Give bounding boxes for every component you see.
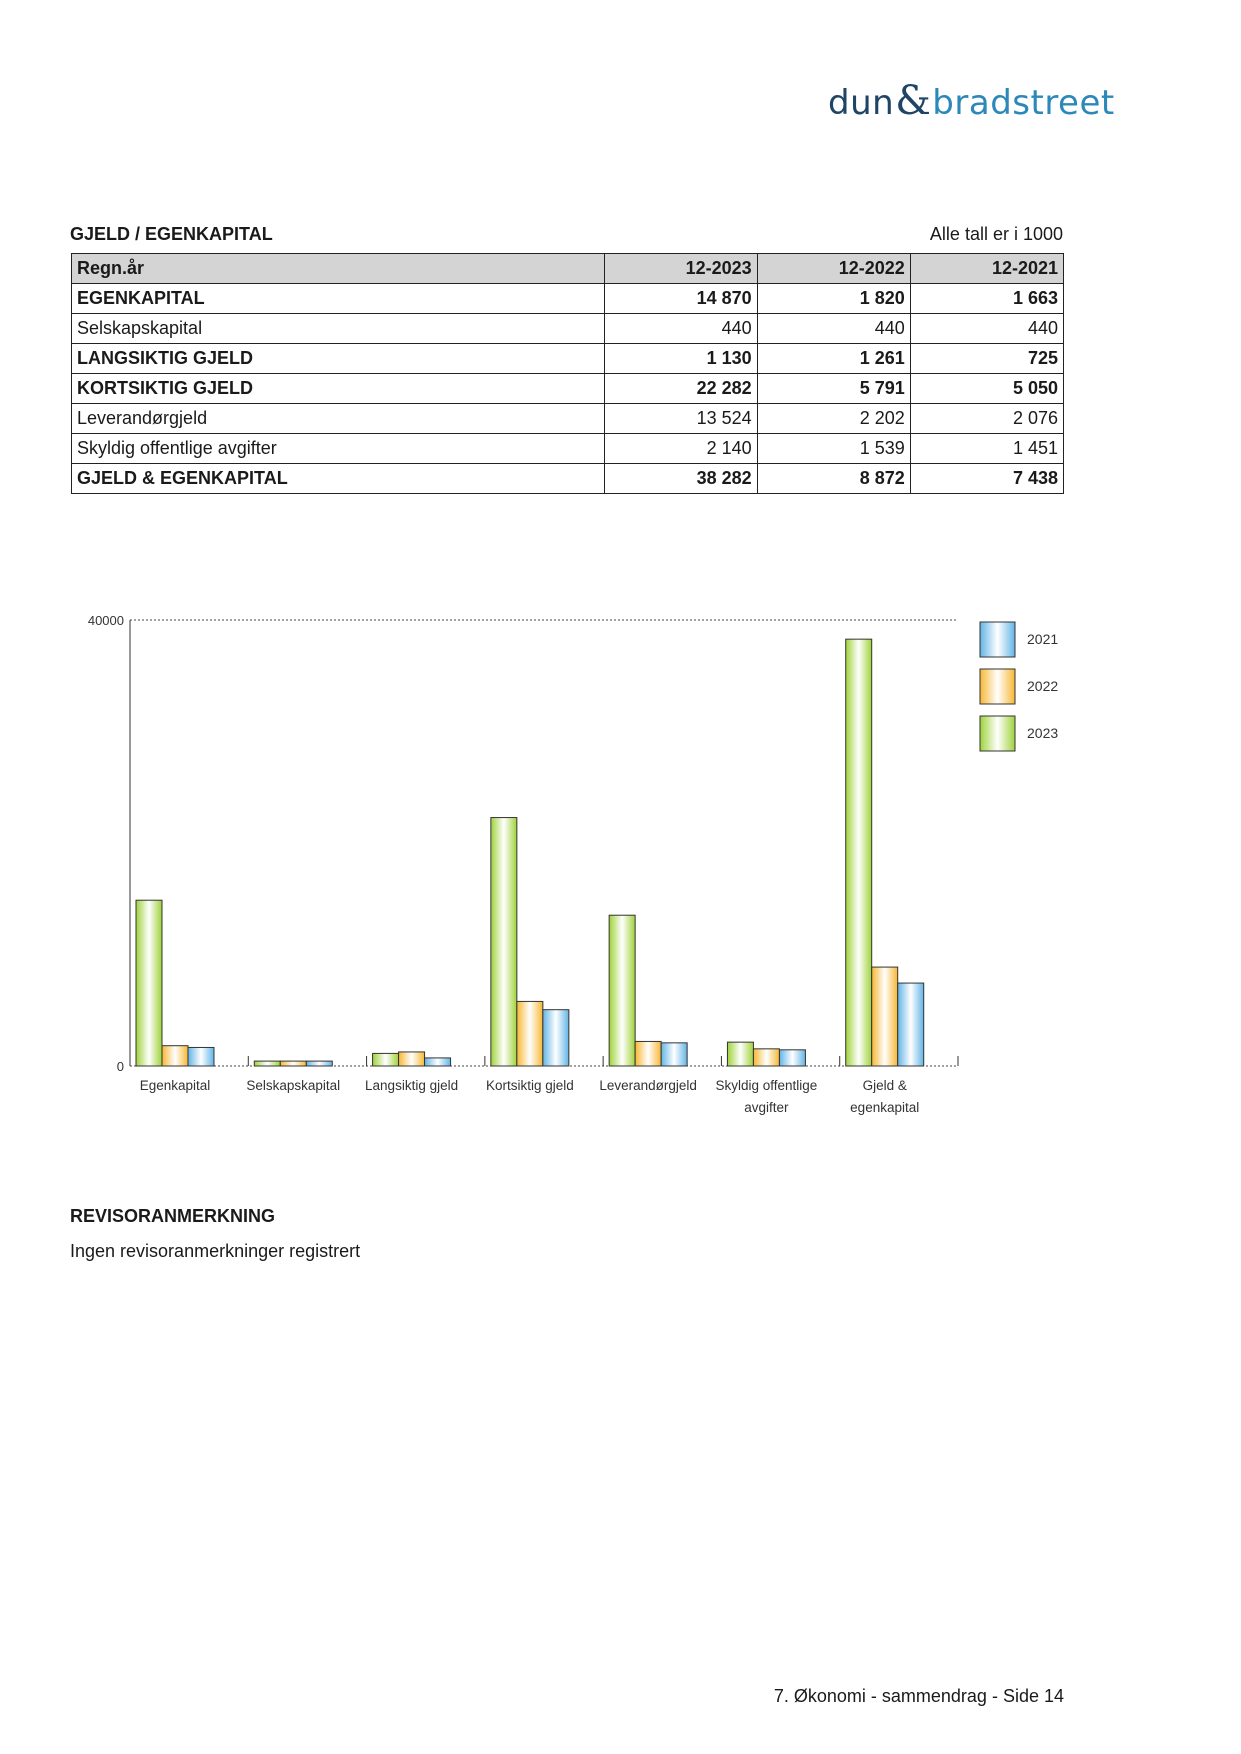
- legend-label-2021: 2021: [1027, 631, 1059, 647]
- logo-text-dun: dun: [828, 83, 895, 123]
- table-row-selskapskapital: [72, 314, 1064, 344]
- bar-2021-2: [425, 1058, 451, 1066]
- cell-2023: 13 524: [604, 404, 757, 434]
- cell-2023: 22 282: [604, 374, 757, 404]
- header-year-2022: 12-2022: [757, 254, 910, 284]
- bar-2021-6: [898, 983, 924, 1066]
- cell-2023: 14 870: [604, 284, 757, 314]
- auditor-remarks-title: REVISORANMERKNING: [70, 1206, 276, 1226]
- y-tick-label: 0: [116, 1059, 124, 1074]
- cell-2021: 5 050: [910, 374, 1063, 404]
- cell-2023: 2 140: [604, 434, 757, 464]
- row-label: LANGSIKTIG GJELD: [72, 344, 605, 374]
- bar-2022-1: [280, 1061, 306, 1066]
- debt-equity-bar-chart: [0, 600, 1100, 1120]
- legend-swatch-2022: [980, 669, 1015, 704]
- table-row-kortsiktig-gjeld: [72, 374, 1064, 404]
- cell-2022: 1 261: [757, 344, 910, 374]
- x-tick-label: Kortsiktig gjeld: [485, 1078, 574, 1093]
- table-row-langsiktig-gjeld: [72, 344, 1064, 374]
- bar-2021-3: [543, 1010, 569, 1066]
- logo-text-bradstreet: bradstreet: [932, 83, 1115, 123]
- x-tick-label: egenkapital: [850, 1100, 920, 1115]
- legend-swatch-2023: [980, 716, 1015, 751]
- cell-2021: 2 076: [910, 404, 1063, 434]
- header-year-2023: 12-2023: [604, 254, 757, 284]
- cell-2022: 2 202: [757, 404, 910, 434]
- x-tick-label: Egenkapital: [139, 1078, 211, 1093]
- bar-2022-3: [517, 1001, 543, 1066]
- cell-2021: 725: [910, 344, 1063, 374]
- bar-2023-6: [846, 639, 872, 1066]
- x-tick-label: Langsiktig gjeld: [365, 1078, 459, 1093]
- bar-2022-6: [872, 967, 898, 1066]
- cell-2021: 1 663: [910, 284, 1063, 314]
- x-tick-label: avgifter: [744, 1100, 789, 1115]
- page-footer: 7. Økonomi - sammendrag - Side 14: [773, 1686, 1064, 1706]
- cell-2022: 1 539: [757, 434, 910, 464]
- cell-2023: 38 282: [604, 464, 757, 494]
- bar-2021-0: [188, 1047, 214, 1066]
- legend-label-2023: 2023: [1027, 725, 1059, 741]
- section-title: GJELD / EGENKAPITAL: [70, 224, 273, 244]
- cell-2022: 1 820: [757, 284, 910, 314]
- debt-equity-table: [71, 253, 1064, 494]
- bar-2023-0: [136, 900, 162, 1066]
- y-tick-label: 40000: [87, 613, 124, 628]
- bar-2022-5: [753, 1049, 779, 1066]
- company-logo: [828, 78, 1115, 126]
- logo-ampersand: &: [895, 78, 932, 124]
- cell-2022: 8 872: [757, 464, 910, 494]
- bar-2023-2: [373, 1053, 399, 1066]
- bar-2022-0: [162, 1046, 188, 1066]
- row-label: Skyldig offentlige avgifter: [72, 434, 605, 464]
- row-label: EGENKAPITAL: [72, 284, 605, 314]
- legend-label-2022: 2022: [1027, 678, 1059, 694]
- table-row-egenkapital: [72, 284, 1064, 314]
- bar-2021-5: [779, 1050, 805, 1066]
- bar-2022-4: [635, 1041, 661, 1066]
- cell-2023: 440: [604, 314, 757, 344]
- cell-2023: 1 130: [604, 344, 757, 374]
- bar-2023-3: [491, 818, 517, 1066]
- x-tick-label: Gjeld &: [862, 1078, 907, 1093]
- x-tick-label: Skyldig offentlige: [715, 1078, 818, 1093]
- cell-2021: 1 451: [910, 434, 1063, 464]
- x-tick-label: Leverandørgjeld: [599, 1078, 697, 1093]
- auditor-remarks-text: Ingen revisoranmerkninger registrert: [70, 1241, 361, 1261]
- table-header-row: [72, 254, 1064, 284]
- row-label: GJELD & EGENKAPITAL: [72, 464, 605, 494]
- cell-2022: 440: [757, 314, 910, 344]
- cell-2021: 7 438: [910, 464, 1063, 494]
- row-label: KORTSIKTIG GJELD: [72, 374, 605, 404]
- bar-2023-4: [609, 915, 635, 1066]
- x-tick-label: Selskapskapital: [246, 1078, 341, 1093]
- bar-2023-5: [727, 1042, 753, 1066]
- table-row-leverandorgjeld: [72, 404, 1064, 434]
- table-row-gjeld-og-egenkapital: [72, 464, 1064, 494]
- bar-2023-1: [254, 1061, 280, 1066]
- cell-2022: 5 791: [757, 374, 910, 404]
- row-label: Selskapskapital: [72, 314, 605, 344]
- header-year-2021: 12-2021: [910, 254, 1063, 284]
- table-row-skyldig-offentlige-avgifter: [72, 434, 1064, 464]
- bar-2021-4: [661, 1043, 687, 1066]
- cell-2021: 440: [910, 314, 1063, 344]
- row-label: Leverandørgjeld: [72, 404, 605, 434]
- legend-swatch-2021: [980, 622, 1015, 657]
- bar-2021-1: [306, 1061, 332, 1066]
- header-fiscal-year: Regn.år: [72, 254, 605, 284]
- bar-2022-2: [399, 1052, 425, 1066]
- units-note: Alle tall er i 1000: [929, 224, 1063, 244]
